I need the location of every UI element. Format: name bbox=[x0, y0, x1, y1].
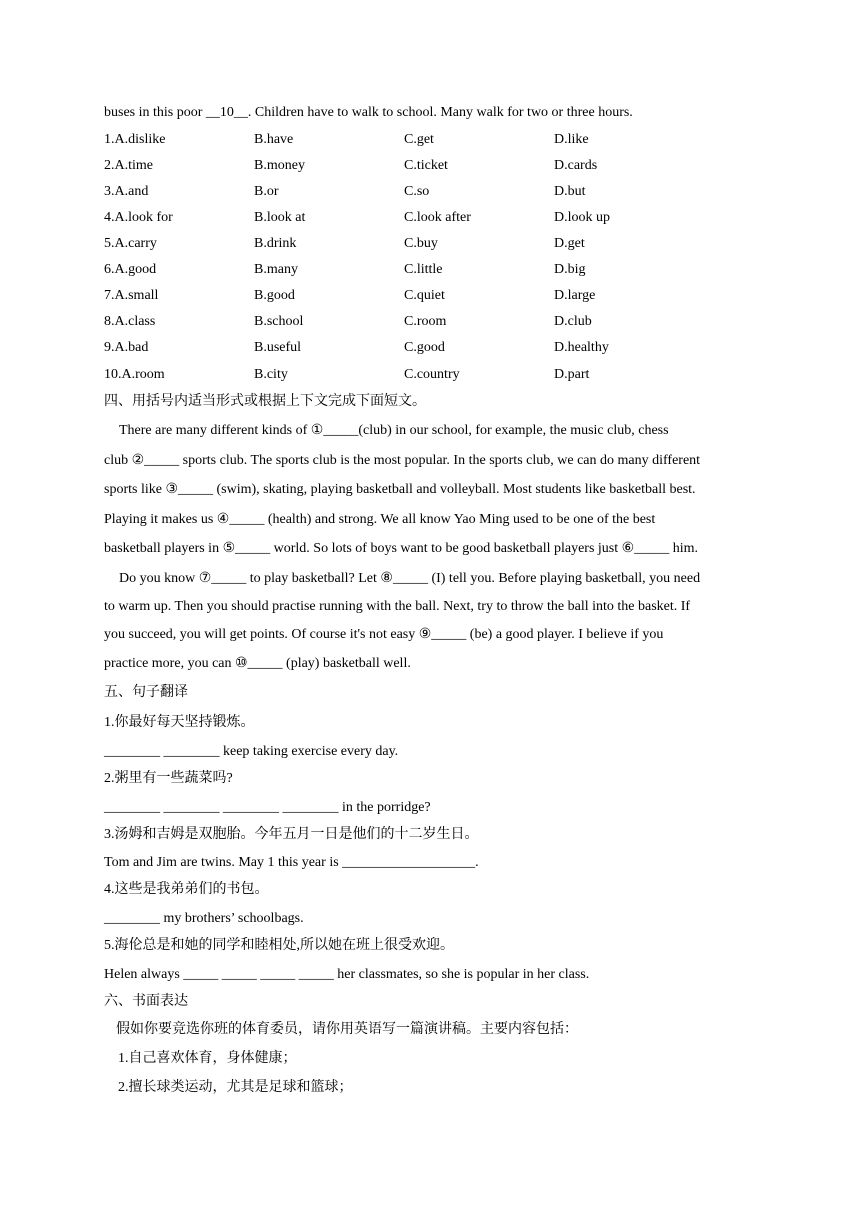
option-c: C.quiet bbox=[404, 288, 445, 303]
translation-prompt: 4.这些是我弟弟们的书包。 bbox=[104, 882, 269, 897]
option-a: 3.A.and bbox=[104, 184, 149, 199]
option-d: D.healthy bbox=[554, 340, 609, 355]
translation-prompt: 5.海伦总是和她的同学和睦相处,所以她在班上很受欢迎。 bbox=[104, 938, 454, 953]
passage-line: you succeed, you will get points. Of course it's not easy ⑨_____ (be) a good player. I believe if you bbox=[104, 627, 664, 642]
option-d: D.big bbox=[554, 262, 586, 277]
option-d: D.look up bbox=[554, 210, 610, 225]
option-d: D.get bbox=[554, 236, 585, 251]
option-c: C.buy bbox=[404, 236, 438, 251]
option-b: B.money bbox=[254, 158, 305, 173]
option-a: 5.A.carry bbox=[104, 236, 157, 251]
option-c: C.good bbox=[404, 340, 445, 355]
writing-prompt: 假如你要竞选你班的体育委员，请你用英语写一篇演讲稿。主要内容包括： bbox=[116, 1022, 578, 1037]
option-c: C.little bbox=[404, 262, 443, 277]
translation-prompt: 2.粥里有一些蔬菜吗? bbox=[104, 771, 233, 786]
option-d: D.like bbox=[554, 132, 589, 147]
option-a: 2.A.time bbox=[104, 158, 153, 173]
writing-point: 1.自己喜欢体育，身体健康； bbox=[118, 1051, 297, 1066]
translation-answer[interactable]: Helen always _____ _____ _____ _____ her classmates, so she is popular in her class. bbox=[104, 967, 590, 982]
translation-prompt: 3.汤姆和吉姆是双胞胎。今年五月一日是他们的十二岁生日。 bbox=[104, 827, 479, 842]
passage-line: Do you know ⑦_____ to play basketball? Let ⑧_____ (I) tell you. Before playing basketball, you need bbox=[119, 571, 701, 586]
option-c: C.get bbox=[404, 132, 434, 147]
option-a: 1.A.dislike bbox=[104, 132, 166, 147]
blank-10[interactable]: __10__ bbox=[205, 105, 248, 120]
translation-answer[interactable]: ________ ________ keep taking exercise every day. bbox=[104, 744, 399, 759]
option-b: B.have bbox=[254, 132, 294, 147]
option-c: C.ticket bbox=[404, 158, 448, 173]
option-a: 8.A.class bbox=[104, 314, 156, 329]
option-a: 6.A.good bbox=[104, 262, 157, 277]
passage-line: basketball players in ⑤_____ world. So lots of boys want to be good basketball players just ⑥_____ him. bbox=[104, 541, 698, 556]
translation-answer[interactable]: ________ my brothers’ schoolbags. bbox=[104, 911, 304, 926]
option-c: C.room bbox=[404, 314, 447, 329]
passage-line: practice more, you can ⑩_____ (play) basketball well. bbox=[104, 656, 411, 671]
writing-point: 2.擅长球类运动，尤其是足球和篮球； bbox=[118, 1080, 353, 1095]
option-b: B.or bbox=[254, 184, 279, 199]
section-6-heading: 六、书面表达 bbox=[104, 994, 188, 1009]
option-c: C.country bbox=[404, 367, 460, 382]
translation-answer[interactable]: Tom and Jim are twins. May 1 this year is ___________________. bbox=[104, 855, 479, 870]
option-b: B.useful bbox=[254, 340, 302, 355]
option-d: D.large bbox=[554, 288, 596, 303]
option-d: D.club bbox=[554, 314, 592, 329]
option-c: C.so bbox=[404, 184, 430, 199]
intro-text-after: . Children have to walk to school. Many walk for two or three hours. bbox=[247, 105, 633, 120]
option-d: D.part bbox=[554, 367, 590, 382]
section-5-heading: 五、句子翻译 bbox=[104, 685, 188, 700]
option-d: D.cards bbox=[554, 158, 598, 173]
translation-answer[interactable]: ________ ________ ________ ________ in the porridge? bbox=[104, 800, 431, 815]
intro-text-before: buses in this poor bbox=[104, 105, 206, 120]
translation-prompt: 1.你最好每天坚持锻炼。 bbox=[104, 715, 255, 730]
option-b: B.look at bbox=[254, 210, 306, 225]
option-a: 7.A.small bbox=[104, 288, 159, 303]
option-b: B.school bbox=[254, 314, 304, 329]
option-c: C.look after bbox=[404, 210, 471, 225]
option-d: D.but bbox=[554, 184, 586, 199]
passage-line: to warm up. Then you should practise running with the ball. Next, try to throw the ball into the basket. If bbox=[104, 599, 691, 614]
option-a: 10.A.room bbox=[104, 367, 165, 382]
section-4-heading: 四、用括号内适当形式或根据上下文完成下面短文。 bbox=[104, 394, 426, 409]
option-b: B.many bbox=[254, 262, 298, 277]
passage-line: club ②_____ sports club. The sports club is the most popular. In the sports club, we can do many different bbox=[104, 453, 701, 468]
passage-line: Playing it makes us ④_____ (health) and strong. We all know Yao Ming used to be one of the best bbox=[104, 512, 656, 527]
option-a: 4.A.look for bbox=[104, 210, 173, 225]
passage-line: sports like ③_____ (swim), skating, playing basketball and volleyball. Most students like basketball best. bbox=[104, 482, 696, 497]
intro-line bbox=[104, 104, 633, 122]
option-b: B.good bbox=[254, 288, 295, 303]
passage-line: There are many different kinds of ①_____(club) in our school, for example, the music club, chess bbox=[119, 423, 669, 438]
option-a: 9.A.bad bbox=[104, 340, 149, 355]
option-b: B.drink bbox=[254, 236, 297, 251]
option-b: B.city bbox=[254, 367, 288, 382]
